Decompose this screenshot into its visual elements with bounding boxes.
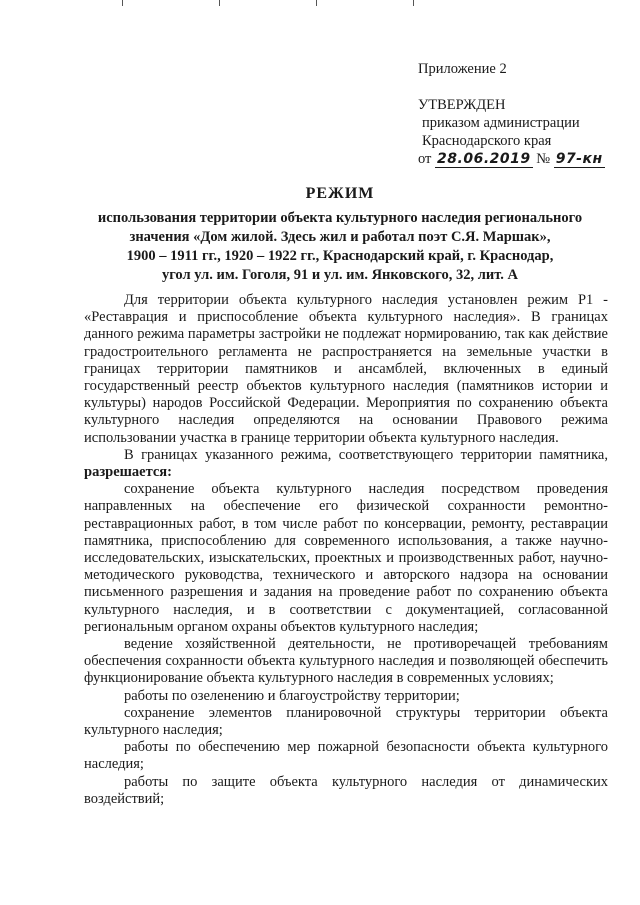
intro-paragraph: Для территории объекта культурного наследия установлен режим Р1 - «Реставрация и приспособление объекта культурного наследия». В границах данного режима параметры застройки не подлежат нормированию, так как действие градостроительного регламента не распространяется на земельные участки в границах территории памятников и ансамблей, включенных в единый государственный реестр объектов культурного наследия (памятников истории и культуры) народов Российской Федерации. Мероприятия по сохранению объекта культурного наследия определяются на основании Правового режима использовании участка в границе территории объекта культурного наследия. [84, 292, 608, 446]
list-item: работы по защите объекта культурного наследия от динамических воздействий; [84, 773, 608, 807]
list-item: работы по обеспечению мер пожарной безопасности объекта культурного наследия; [84, 739, 608, 773]
allowed-intro: В границах указанного режима, соответствующего территории памятника, [124, 446, 608, 463]
scan-mark [316, 0, 317, 6]
handwritten-number: 97-кн [555, 151, 603, 167]
list-item: сохранение элементов планировочной структуры территории объекта культурного наследия; [84, 704, 608, 739]
list-item: ведение хозяйственной деятельности, не противоречащей требованиям обеспечения сохранности объекта культурного наследия и позволяющей обеспечить функционирование объекта культурного наследия в современных условиях; [84, 636, 608, 687]
document-heading [70, 185, 610, 285]
scan-mark [219, 0, 220, 6]
subtitle-line: угол ул. им. Гоголя, 91 и ул. им. Янковского, 32, лит. А [161, 267, 519, 283]
document-title: РЕЖИМ [305, 185, 375, 202]
order-line-2: Краснодарского края [422, 133, 552, 149]
date-prefix: от [418, 151, 432, 167]
list-item: сохранение объекта культурного наследия посредством проведения направленных на обеспечение его физической сохранности ремонтно-реставрационных работ, в том числе работ по консервации, ремонту, реставрации памятника, приспособлению для современного использования, а также научно-исследовательских, изыскательских, проектных и производственных работ, научно-методического руководства, технического и авторского надзора на основании письменного разрешения и задания на проведение работ по сохранению объекта культурного наследия, и в соответствии с документацией, согласованной региональным органом охраны объектов культурного наследия; [84, 481, 608, 635]
subtitle-line: 1900 – 1911 гг., 1920 – 1922 гг., Краснодарский край, г. Краснодар, [126, 248, 554, 264]
order-date-number [418, 150, 605, 168]
approval-stamp-block [418, 60, 605, 168]
allowed-label: разрешается: [84, 464, 172, 481]
number-prefix: № [536, 151, 551, 167]
subtitle-line: использования территории объекта культурного наследия регионального [97, 210, 583, 226]
scan-mark [413, 0, 414, 6]
document-subtitle [70, 209, 610, 285]
approved-label: УТВЕРЖДЕН [418, 97, 506, 113]
appendix-label: Приложение 2 [418, 61, 507, 77]
document-body [84, 292, 608, 808]
handwritten-date: 28.06.2019 [437, 151, 531, 167]
list-item: работы по озеленению и благоустройству территории; [124, 687, 460, 704]
scan-mark [122, 0, 123, 6]
subtitle-line: значения «Дом жилой. Здесь жил и работал поэт С.Я. Маршак», [129, 229, 551, 245]
order-line-1: приказом администрации [422, 115, 580, 131]
allowed-paragraph [84, 447, 608, 481]
